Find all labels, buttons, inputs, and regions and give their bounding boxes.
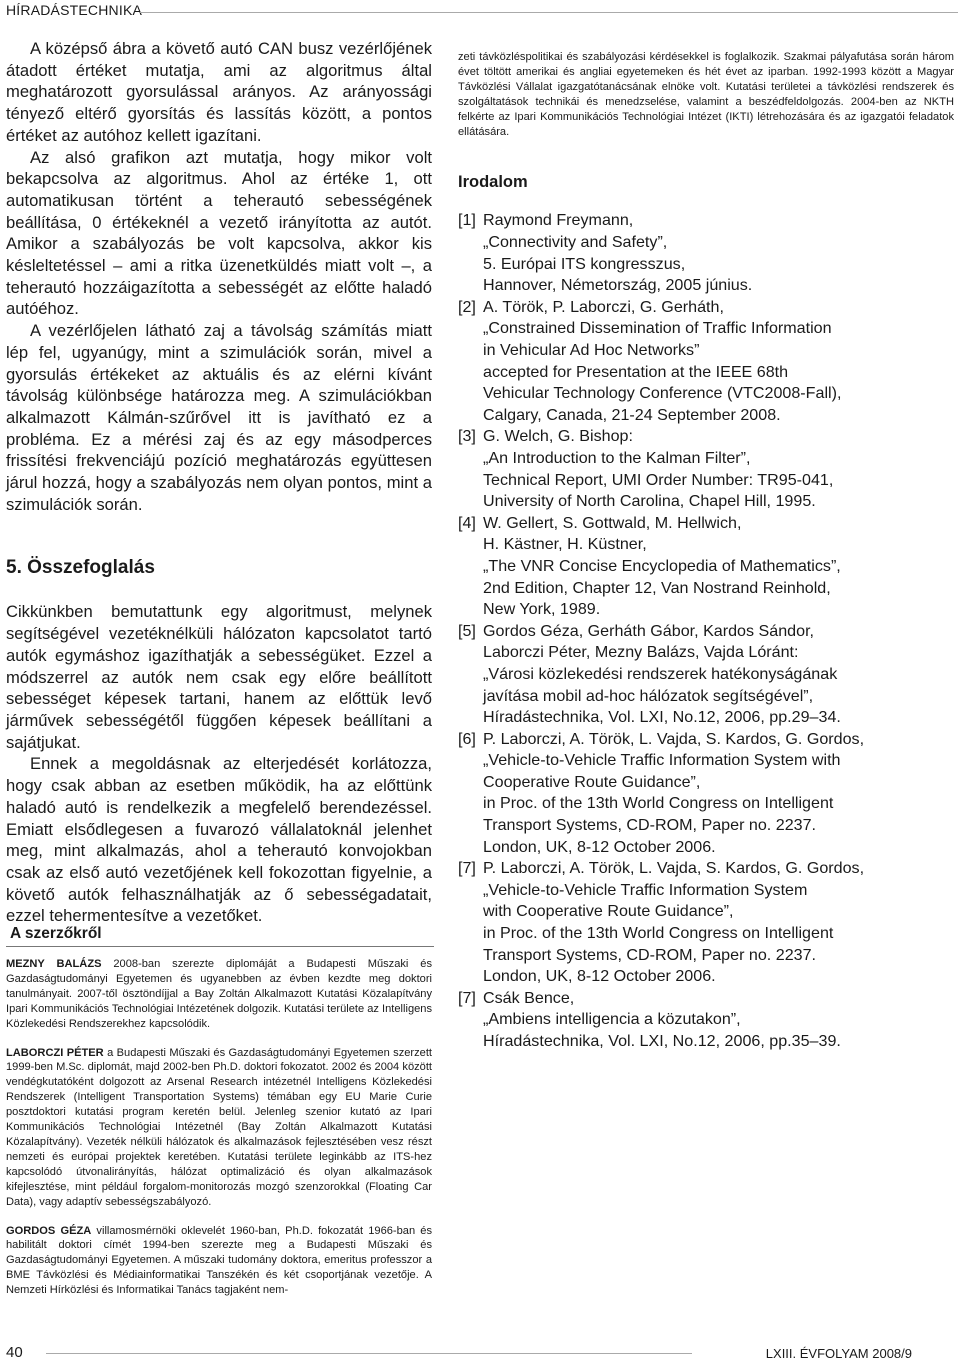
reference-line: „An Introduction to the Kalman Filter”, <box>483 448 751 467</box>
reference-line: London, UK, 8-12 October 2006. <box>483 837 716 856</box>
paragraph: Ennek a megoldásnak az elterjedését korlátozza, hogy csak abban az esetben működik, ha az előttünk haladó autó is rendelkezik a megfelelő berendezéssel. Emiatt elsődlegesen a fuvarozó vállalatoknál jelenhet meg, mint alkalmazás, ahol a teherautó konvojokban csak az első autó vezetőjének kell fokozottan figyelnie, a követő autók felhasználhatják az ő sebességadatait, ezzel tehermentesítve a vezetőket. <box>6 754 432 926</box>
reference-item <box>458 858 954 988</box>
paragraph: A középső ábra a követő autó CAN busz vezérlőjének átadott értéket mutatja, ami az algoritmus által meghatározott gyorsulással arányos. Az arányossági tényező eltérő gyorsítás és lassítás között, a pontos értéket az autóhoz kellett igazítani. <box>6 39 432 145</box>
reference-line: Gordos Géza, Gerháth Gábor, Kardos Sándor, <box>483 621 815 640</box>
reference-number: [4] <box>458 513 476 532</box>
left-column <box>6 38 432 927</box>
reference-line: A. Török, P. Laborczi, G. Gerháth, <box>483 297 724 316</box>
reference-item <box>458 297 954 427</box>
authors-title: A szerzőkről <box>10 925 102 942</box>
reference-body <box>483 513 954 621</box>
reference-line: 5. Európai ITS kongresszus, <box>483 254 686 273</box>
reference-body <box>483 988 954 1053</box>
reference-line: „Ambiens intelligencia a közutakon”, <box>483 1010 741 1029</box>
reference-item <box>458 621 954 729</box>
reference-number: [5] <box>458 621 476 640</box>
reference-item <box>458 426 954 512</box>
reference-line: P. Laborczi, A. Török, L. Vajda, S. Kardos, G. Gordos, <box>483 729 865 748</box>
page-header <box>0 0 960 22</box>
reference-line: Vehicular Technology Conference (VTC2008-Fall), <box>483 384 842 403</box>
journal-section-label: HÍRADÁSTECHNIKA <box>6 2 143 18</box>
reference-body <box>483 210 954 296</box>
references-title: Irodalom <box>458 173 528 192</box>
reference-line: Cooperative Route Guidance”, <box>483 772 701 791</box>
reference-number: [3] <box>458 427 476 446</box>
reference-line: „Vehicle-to-Vehicle Traffic Information System <box>483 880 808 899</box>
reference-line: accepted for Presentation at the IEEE 68th <box>483 362 789 381</box>
reference-line: Transport Systems, CD-ROM, Paper no. 2237. <box>483 945 817 964</box>
authors-box <box>6 925 432 1298</box>
reference-body <box>483 426 954 512</box>
page-footer <box>0 1344 960 1364</box>
reference-item <box>458 513 954 621</box>
right-column <box>458 50 954 1053</box>
reference-number: [6] <box>458 729 476 748</box>
reference-line: in Proc. of the 13th World Congress on Intelligent <box>483 794 834 813</box>
reference-line: H. Kästner, H. Küstner, <box>483 535 647 554</box>
reference-line: „Constrained Dissemination of Traffic Information <box>483 319 832 338</box>
reference-line: Raymond Freymann, <box>483 211 634 230</box>
paragraph: Cikkünkben bemutattunk egy algoritmust, melynek segítségével vezetéknélküli hálózaton kapcsolatot tartó autók egymáshoz igazíthatják a sebességüket. Ezzel a módszerrel az autók nem csak egy előre beállított sebességet képesek tartani, hanem az előttük levő járművek sebességétől függően képesek beállítani a sajátjukat. <box>6 602 432 752</box>
header-rule <box>140 12 958 13</box>
volume-label: LXIII. ÉVFOLYAM 2008/9 <box>765 1346 912 1361</box>
reference-line: Hannover, Németország, 2005 június. <box>483 276 753 295</box>
reference-number: [7] <box>458 859 476 878</box>
reference-number: [1] <box>458 211 476 230</box>
reference-number: [2] <box>458 297 476 316</box>
reference-line: in Proc. of the 13th World Congress on Intelligent <box>483 924 834 943</box>
reference-body <box>483 621 954 729</box>
author-bio: GORDOS GÉZA villamosmérnöki oklevelét 1960-ban, Ph.D. fokozatát 1966-ban és habilitált doktori címét 1994-ben szerezte meg a Budapesti Műszaki és Gazdaságtudományi Egyetemen. A műszaki tudomány doktora, emeritus professzor a BME Távközlési és Médiainformatikai Tanszékén és két csoportjának vezetője. A Nemzeti Hírközlési és Informatikai Tanács tagjaként nem- <box>6 1224 432 1297</box>
reference-line: Laborczi Péter, Mezny Balázs, Vajda Lóránt: <box>483 643 799 662</box>
reference-line: 2nd Edition, Chapter 12, Van Nostrand Reinhold, <box>483 578 831 597</box>
reference-line: Technical Report, UMI Order Number: TR95-041, <box>483 470 834 489</box>
reference-number: [7] <box>458 988 476 1007</box>
page-number: 40 <box>6 1344 23 1361</box>
reference-item <box>458 210 954 296</box>
reference-body <box>483 297 954 427</box>
paragraph: Az alsó grafikon azt mutatja, hogy mikor volt bekapcsolva az algoritmus. Ahol az értéke 1, ott automatikusan történt a teherautó sebességének beállítása, 0 értékeknél a vezető irányította az autót. Amikor a szabályozás be volt kapcsolva, akkor kis késleltetéssel – ami a ritka üzenetküldés miatt volt –, a teherautó hozzáigazította a sebességét az előtte haladó autóéhoz. <box>6 147 432 319</box>
reference-item <box>458 988 954 1053</box>
reference-line: Híradástechnika, Vol. LXI, No.12, 2006, pp.29–34. <box>483 708 841 727</box>
reference-line: University of North Carolina, Chapel Hill, 1995. <box>483 492 816 511</box>
author-bio: MEZNY BALÁZS 2008-ban szerezte diplomáját a Budapesti Műszaki és Gazdaságtudományi Egyetemen és ugyanebben az évben kezdte meg doktori tanulmányait. 2007-től ösztöndíjjal a Bay Zoltán Alkalmazott Kutatási Közalapítvány Ipari Kommunikációs Technológiai Intézetének dolgozik. Kutatási területe az Intelligens Közlekedési Rendszerekhez kapcsolódik. <box>6 958 432 1030</box>
reference-line: London, UK, 8-12 October 2006. <box>483 967 716 986</box>
reference-line: „Connectivity and Safety”, <box>483 233 668 252</box>
footer-rule <box>46 1353 692 1354</box>
reference-line: Híradástechnika, Vol. LXI, No.12, 2006, pp.35–39. <box>483 1032 841 1050</box>
reference-line: Transport Systems, CD-ROM, Paper no. 2237. <box>483 816 817 835</box>
reference-line: javítása mobil ad-hoc hálózatok segítségével”, <box>483 686 814 705</box>
reference-line: New York, 1989. <box>483 600 601 619</box>
authors-title-row <box>6 925 434 947</box>
reference-line: with Cooperative Route Guidance”, <box>483 902 734 921</box>
section-title: 5. Összefoglalás <box>6 557 155 579</box>
reference-body <box>483 729 954 859</box>
reference-body <box>483 858 954 988</box>
author-bio-continuation: zeti távközléspolitikai és szabályozási kérdésekkel is foglalkozik. Szakmai pályafutása során három évet töltött amerikai és angliai egyetemeken és hét évet az iparban. 1992-1993 között a Magyar Távközlési Vállalat igazgatótanácsának elnöke volt. Kutatási területei a távközlési rendszerek és szolgáltatások technikái és menedzselése, valamint a beszédfeldolgozás. 2004-ben az NKTH felkérte az Ipari Kommunikációs Technológiai Intézet (IKTI) létrehozására és az igazgatói feladatok ellátására. <box>458 51 954 138</box>
reference-line: „Városi közlekedési rendszerek hatékonyságának <box>483 664 838 683</box>
author-bio: LABORCZI PÉTER a Budapesti Műszaki és Gazdaságtudományi Egyetemen szerzett 1999-ben M.Sc. diplomát, majd 2002-ben Ph.D. doktori fokozatot. 2002 és 2004 között vendégkutatóként dolgozott az Arsenal Research intézetnél Intelligens Közlekedési Rendszerek (Intelligent Transportation Systems) témában egy EU Marie Curie posztdoktori kutatási program keretén belül. Jelenleg szenior kutató az Ipari Kommunikációs Technológiai Intézetnél (Bay Zoltán Alkalmazott Kutatási Közalapítvány). Vezeték nélküli hálózatok és alkalmazások fejlesztésében vesz részt nemzeti és európai projektek keretében. Kutatási területe leginkább az ITS-hez kapcsolódó útvonalirányítás, hálózat optimalizáció és olyan alkalmazások kifejlesztése, mint például forgalom-monitorozás mozgó szenzorokkal (Floating Car Data), vagy adaptív sebességszabályozó. <box>6 1046 432 1208</box>
reference-line: in Vehicular Ad Hoc Networks” <box>483 341 700 359</box>
references-list <box>458 210 954 1052</box>
reference-line: „The VNR Concise Encyclopedia of Mathematics”, <box>483 556 841 575</box>
reference-line: „Vehicle-to-Vehicle Traffic Information System with <box>483 751 841 770</box>
reference-line: Calgary, Canada, 21-24 September 2008. <box>483 405 781 424</box>
paragraph: A vezérlőjelen látható zaj a távolság számítás miatt lép fel, ugyanúgy, mint a szimulációk során, mivel a gyorsulás értékeket az aktuális és az elérni kívánt távolság különbsége határozza meg. A szimulációkban alkalmazott Kálmán-szűrővel itt is javítható ez a probléma. Ez a mérési zaj és az egy másodperces frissítési frekvenciájú pozíció meghatározás együttesen járul hozzá, hogy a szabályozás nem olyan pontos, mint a szimulációk során. <box>6 321 432 514</box>
reference-item <box>458 729 954 859</box>
reference-line: Csák Bence, <box>483 988 575 1007</box>
reference-line: P. Laborczi, A. Török, L. Vajda, S. Kardos, G. Gordos, <box>483 859 865 878</box>
reference-line: G. Welch, G. Bishop: <box>483 427 633 446</box>
reference-line: W. Gellert, S. Gottwald, M. Hellwich, <box>483 513 742 532</box>
